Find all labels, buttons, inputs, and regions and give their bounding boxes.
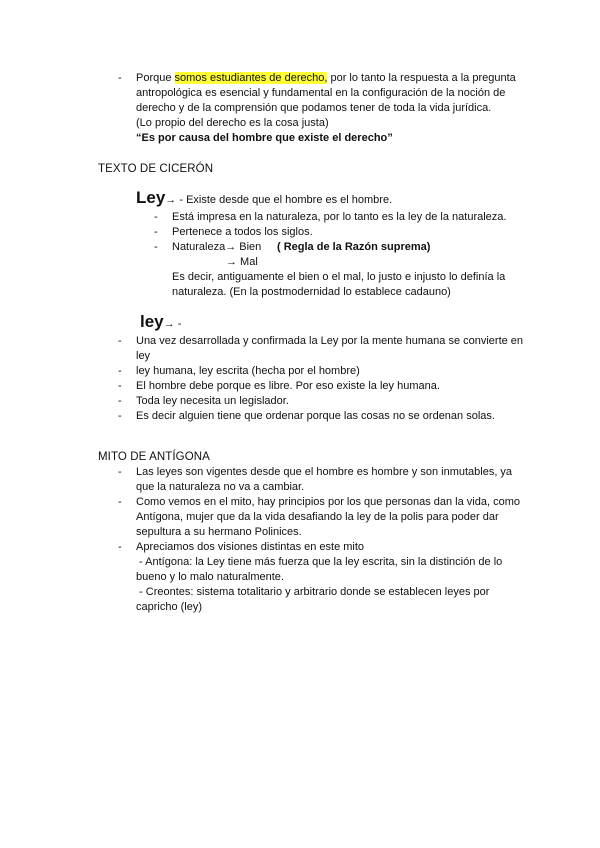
bullet-dash: - <box>154 211 158 223</box>
antigona-item: Apreciamos dos visiones distintas en este mito <box>136 541 365 553</box>
ley-text: - Existe desde que el hombre es el hombre. <box>176 194 393 206</box>
highlighted-text: somos estudiantes de derecho, <box>174 72 328 84</box>
ley2-suffix: → - <box>163 318 182 330</box>
ley2-word: ley <box>140 312 164 331</box>
antigona-item-cont: bueno y lo malo naturalmente. <box>136 571 284 583</box>
ley2-item-cont: ley <box>136 350 151 362</box>
section-heading-antigona: MITO DE ANTÍGONA <box>98 451 210 463</box>
bullet-dash: - <box>118 380 122 392</box>
bullet-dash: - <box>118 541 122 553</box>
antigona-item-cont: capricho (ley) <box>136 601 203 613</box>
ley-word: Ley <box>136 188 166 207</box>
naturaleza-label: Naturaleza→ Bien <box>172 241 262 253</box>
section-heading-cicero: TEXTO DE CICERÓN <box>98 163 214 175</box>
cicero-item: Pertenece a todos los siglos. <box>172 226 313 238</box>
antigona-item-cont: - Creontes: sistema totalitario y arbitrario donde se establecen leyes por <box>136 586 490 598</box>
intro-line-4: (Lo propio del derecho es la cosa justa) <box>136 117 329 129</box>
ley2-item: ley humana, ley escrita (hecha por el hombre) <box>136 365 360 377</box>
bullet-dash: - <box>118 365 122 377</box>
intro-line-3: derecho y de la comprensión que podamos tener de toda la vida jurídica. <box>136 102 492 114</box>
antigona-item: Las leyes son vigentes desde que el hombre es hombre y son inmutables, ya <box>136 466 513 478</box>
ley2-item: Toda ley necesita un legislador. <box>136 395 289 407</box>
cicero-item: Está impresa en la naturaleza, por lo tanto es la ley de la naturaleza. <box>172 211 507 223</box>
ley2-item: El hombre debe porque es libre. Por eso existe la ley humana. <box>136 380 440 392</box>
bullet-dash: - <box>118 72 122 84</box>
bullet-dash: - <box>154 241 158 253</box>
ley-line <box>136 188 392 208</box>
ley2-item: Una vez desarrollada y confirmada la Ley por la mente humana se convierte en <box>136 335 524 347</box>
antigona-item-cont: - Antígona: la Ley tiene más fuerza que la ley escrita, sin la distinción de lo <box>136 556 503 568</box>
intro-line-1 <box>136 71 516 86</box>
antigona-item-cont: sepultura a su hermano Polinices. <box>136 526 302 538</box>
intro-line1-rest: por lo tanto la respuesta a la pregunta <box>327 72 516 84</box>
antigona-item-cont: Antígona, mujer que da la vida desafiando la ley de la polis para poder dar <box>136 511 499 523</box>
intro-prefix: Porque <box>136 72 175 84</box>
ley2-item: Es decir alguien tiene que ordenar porque las cosas no se ordenan solas. <box>136 410 495 422</box>
bullet-dash: - <box>154 226 158 238</box>
mal-text: → Mal <box>226 256 258 268</box>
antigona-item-cont: que la naturaleza no va a cambiar. <box>136 481 305 493</box>
intro-quote: “Es por causa del hombre que existe el derecho” <box>136 132 393 144</box>
bullet-dash: - <box>118 410 122 422</box>
arrow-icon: → <box>165 194 177 206</box>
bullet-dash: - <box>118 496 122 508</box>
explain-line-2: naturaleza. (En la postmodernidad lo establece cadauno) <box>172 286 451 298</box>
ley2-line <box>140 312 181 332</box>
bullet-dash: - <box>118 466 122 478</box>
antigona-item: Como vemos en el mito, hay principios por los que personas dan la vida, como <box>136 496 520 508</box>
bullet-dash: - <box>118 395 122 407</box>
bullet-dash: - <box>118 335 122 347</box>
explain-line-1: Es decir, antiguamente el bien o el mal, lo justo e injusto lo definía la <box>172 271 506 283</box>
regla-text: ( Regla de la Razón suprema) <box>277 241 431 253</box>
intro-line-2: antropológica es esencial y fundamental en la configuración de la noción de <box>136 87 506 99</box>
